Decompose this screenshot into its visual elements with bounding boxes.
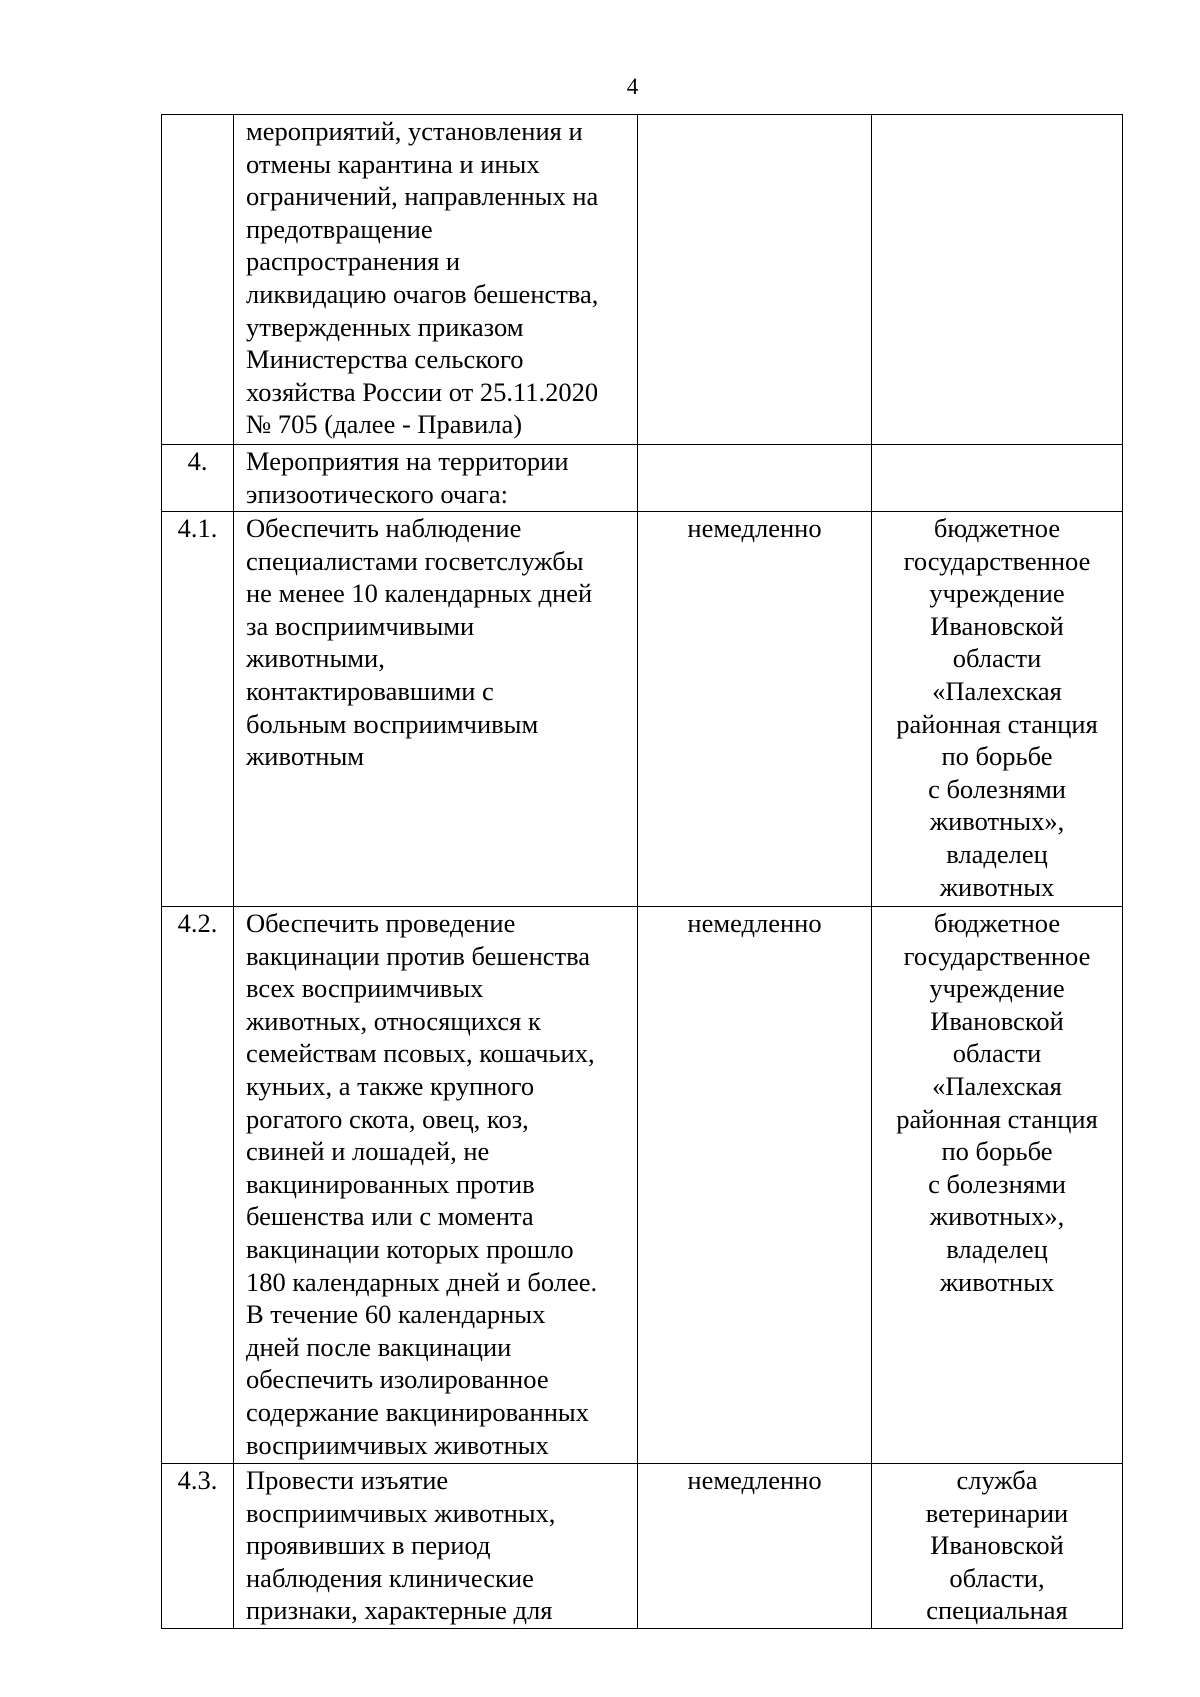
table-row [162, 907, 1123, 1464]
table-row [162, 1464, 1123, 1629]
table-row [162, 115, 1123, 445]
term-cell: немедленно [638, 512, 872, 907]
row-number-cell [162, 115, 234, 445]
term-cell: немедленно [638, 907, 872, 1464]
term-cell: немедленно [638, 1464, 872, 1629]
event-cell: Обеспечить наблюдение специалистами госветслужбы не менее 10 календарных дней за восприимчивыми животными, контактировавшими с больным восприимчивым животным [234, 512, 638, 907]
page-number: 4 [626, 74, 639, 99]
measures-table [161, 114, 1123, 1629]
event-cell: Мероприятия на территории эпизоотического очага: [234, 445, 638, 512]
term-cell [638, 115, 872, 445]
event-cell: Провести изъятие восприимчивых животных, проявивших в период наблюдения клинические признаки, характерные для [234, 1464, 638, 1629]
responsible-cell: служба ветеринарии Ивановской области, специальная [872, 1464, 1123, 1629]
row-number-cell: 4. [162, 445, 234, 512]
table-row [162, 445, 1123, 512]
row-number-cell: 4.3. [162, 1464, 234, 1629]
responsible-cell: бюджетное государственное учреждение Ивановской области «Палехская районная станция по борьбе с болезнями животных», владелец животных [872, 512, 1123, 907]
row-number-cell: 4.2. [162, 907, 234, 1464]
term-cell [638, 445, 872, 512]
event-cell: Обеспечить проведение вакцинации против бешенства всех восприимчивых животных, относящихся к семействам псовых, кошачьих, куньих, а также крупного рогатого скота, овец, коз, свиней и лошадей, не вакцинированных против бешенства или с момента вакцинации которых прошло 180 календарных дней и более. В течение 60 календарных дней после вакцинации обеспечить изолированное содержание вакцинированных восприимчивых животных [234, 907, 638, 1464]
responsible-cell: бюджетное государственное учреждение Ивановской области «Палехская районная станция по борьбе с болезнями животных», владелец животных [872, 907, 1123, 1464]
event-cell: мероприятий, установления и отмены карантина и иных ограничений, направленных на предотвращение распространения и ликвидацию очагов бешенства, утвержденных приказом Министерства сельского хозяйства России от 25.11.2020 № 705 (далее - Правила) [234, 115, 638, 445]
responsible-cell [872, 445, 1123, 512]
table-row [162, 512, 1123, 907]
responsible-cell [872, 115, 1123, 445]
row-number-cell: 4.1. [162, 512, 234, 907]
